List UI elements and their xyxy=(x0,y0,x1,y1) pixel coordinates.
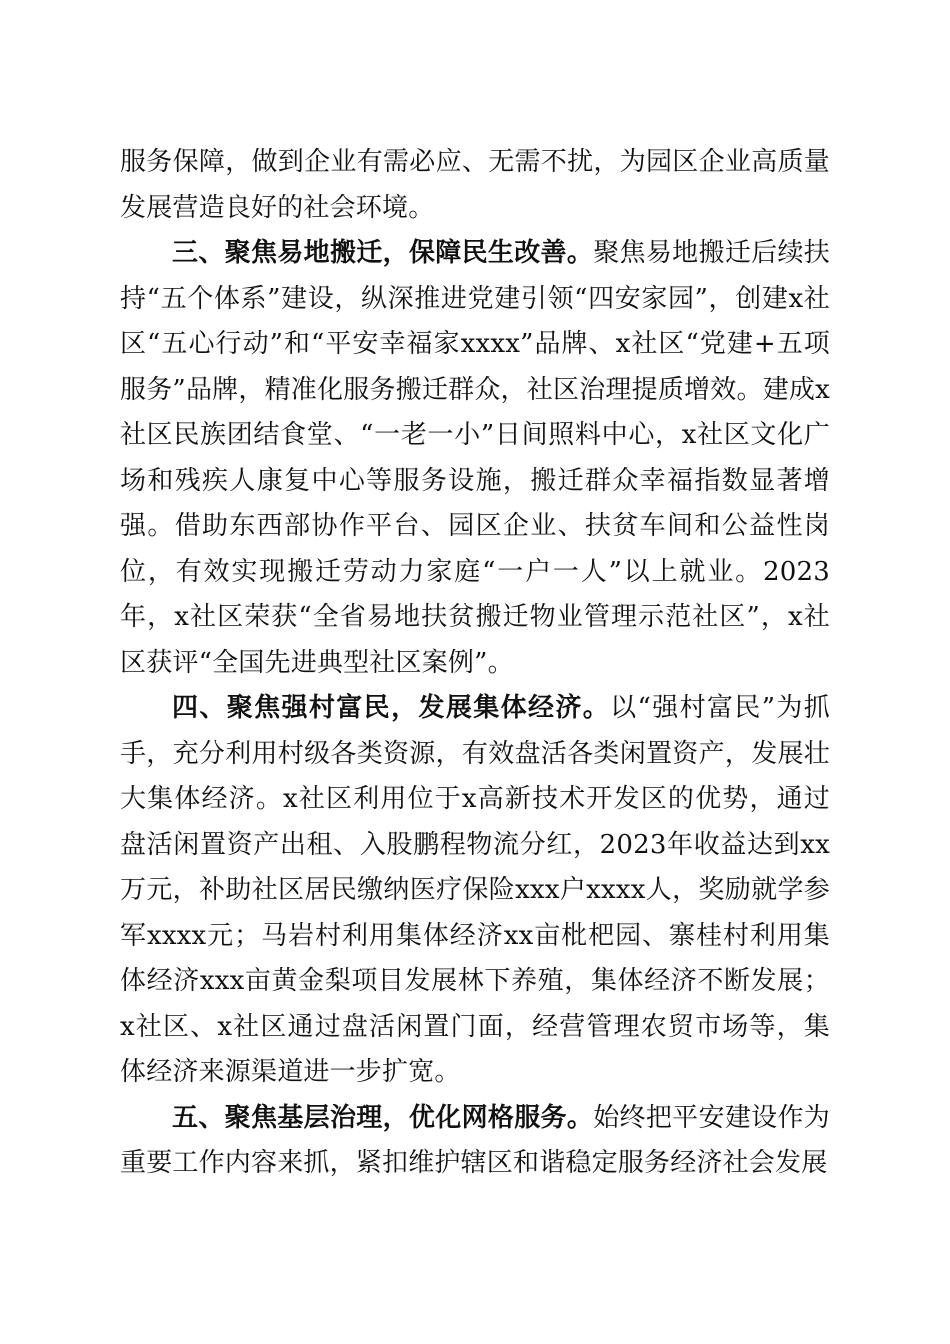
paragraph-continuation xyxy=(120,140,830,231)
paragraph-body: 始终把平安建设作为重要工作内容来抓，紧扣维护辖区和谐稳定服务经济社会发展 xyxy=(120,1102,830,1178)
paragraph-body: 以“强村富民”为抓手，充分利用村级各类资源，有效盘活各类闲置资产，发展壮大集体经济。x社区利用位于x高新技术开发区的优势，通过盘活闲置资产出租、入股鹏程物流分红，2023年收益达到xx万元，补助社区居民缴纳医疗保险xxx户xxxx人，奖励就学参军xxxx元；马岩村利用集体经济xx亩枇杷园、寨桂村利用集体经济xxx亩黄金梨项目发展林下养殖，集体经济不断发展；x社区、x社区通过盘活闲置门面，经营管理农贸市场等，集体经济来源渠道进一步扩宽。 xyxy=(120,693,830,1087)
paragraph-section-3 xyxy=(120,231,830,686)
section-heading: 五、聚焦基层治理，优化网格服务。 xyxy=(172,1102,594,1133)
document-page xyxy=(120,140,830,1187)
paragraph-section-4 xyxy=(120,686,830,1096)
section-heading: 三、聚焦易地搬迁，保障民生改善。 xyxy=(172,238,594,268)
paragraph-section-5 xyxy=(120,1096,830,1187)
paragraph-body: 聚焦易地搬迁后续扶持“五个体系”建设，纵深推进党建引领“四安家园”，创建x社区“五心行动”和“平安幸福家xxxx”品牌、x社区“党建+五项服务”品牌，精准化服务搬迁群众，社区治理提质增效。建成x社区民族团结食堂、“一老一小”日间照料中心，x社区文化广场和残疾人康复中心等服务设施，搬迁群众幸福指数显著增强。借助东西部协作平台、园区企业、扶贫车间和公益性岗位，有效实现搬迁劳动力家庭“一户一人”以上就业。2023年，x社区荣获“全省易地扶贫搬迁物业管理示范社区”，x社区获评“全国先进典型社区案例”。 xyxy=(120,238,830,678)
section-heading: 四、聚焦强村富民，发展集体经济。 xyxy=(172,693,611,723)
paragraph-body: 服务保障，做到企业有需必应、无需不扰，为园区企业高质量发展营造良好的社会环境。 xyxy=(120,147,830,223)
